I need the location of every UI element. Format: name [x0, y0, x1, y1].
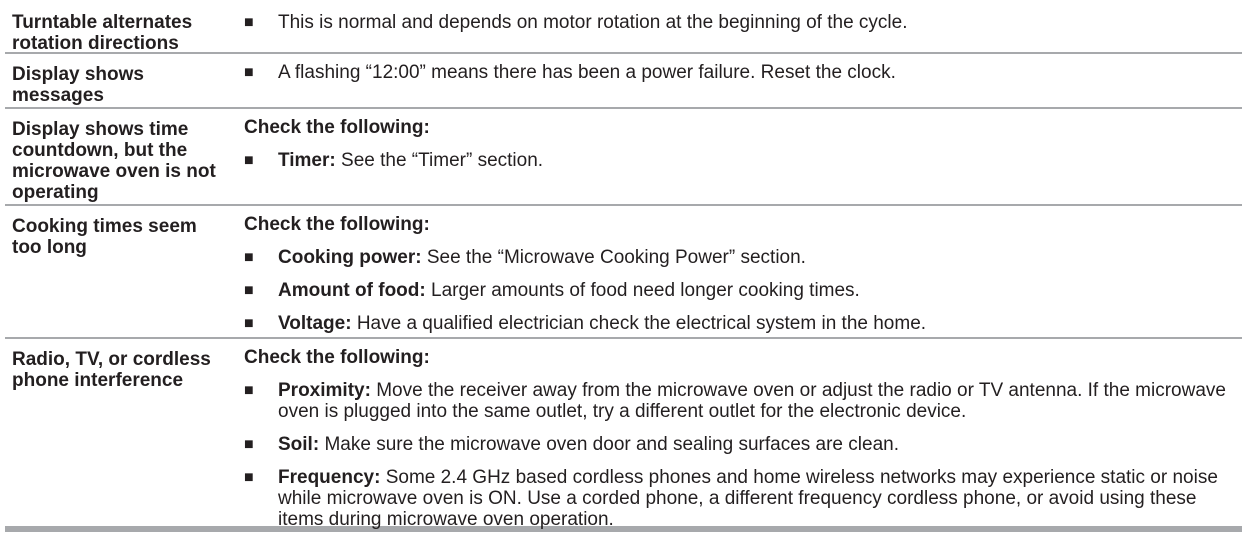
solution-text: See the “Microwave Cooking Power” section. — [426, 247, 806, 268]
bullet-label: Amount of food: — [278, 280, 426, 301]
solution-text: This is normal and depends on motor rotation at the beginning of the cycle. — [278, 12, 908, 33]
bullet-square-icon: ■ — [244, 436, 254, 453]
problem-cell: Display shows time countdown, but the microwave oven is not operating — [12, 119, 216, 203]
list-item — [244, 380, 1234, 422]
list-item — [244, 150, 1234, 171]
solution-cell — [237, 109, 1242, 204]
problem-cell: Cooking times seem too long — [12, 216, 197, 258]
bullet-label: Frequency: — [278, 467, 381, 488]
solution-text: See the “Timer” section. — [341, 150, 544, 171]
bullet-label: Voltage: — [278, 313, 352, 334]
list-item — [244, 434, 1234, 455]
list-item — [244, 62, 1234, 83]
problem-cell: Radio, TV, or cordless phone interference — [12, 349, 211, 391]
solution-text: Move the receiver away from the microwave oven or adjust the radio or TV antenna. If the microwave oven is plugged into the same outlet, try a different outlet for the electronic device. — [278, 380, 1226, 422]
troubleshooting-table — [5, 0, 1242, 532]
table-row — [5, 52, 1242, 107]
bullet-square-icon: ■ — [244, 469, 254, 486]
solution-text: Larger amounts of food need longer cooking times. — [431, 280, 860, 301]
bullet-label: Cooking power: — [278, 247, 422, 268]
check-heading: Check the following: — [244, 117, 430, 138]
table-row — [5, 204, 1242, 337]
bullet-square-icon: ■ — [244, 382, 254, 399]
solution-cell — [237, 206, 1242, 337]
solution-text: A flashing “12:00” means there has been a power failure. Reset the clock. — [278, 62, 896, 83]
problem-cell: Display shows messages — [12, 64, 144, 106]
solution-cell — [237, 0, 1242, 52]
list-item — [244, 247, 1234, 268]
bullet-square-icon: ■ — [244, 249, 254, 266]
list-item — [244, 467, 1234, 530]
solution-cell — [237, 54, 1242, 107]
solution-text: Make sure the microwave oven door and sealing surfaces are clean. — [324, 434, 899, 455]
bullet-square-icon: ■ — [244, 64, 254, 81]
list-item — [244, 12, 1234, 33]
bullet-label: Soil: — [278, 434, 320, 455]
solution-cell — [237, 339, 1242, 530]
table-row — [5, 107, 1242, 204]
check-heading: Check the following: — [244, 214, 430, 235]
solution-text: Some 2.4 GHz based cordless phones and home wireless networks may experience static or noise while microwave oven is ON. Use a corded phone, a different frequency cordless phone, or avoid using these items during microwave oven operation. — [278, 467, 1218, 530]
bullet-square-icon: ■ — [244, 152, 254, 169]
bullet-square-icon: ■ — [244, 14, 254, 31]
bullet-label: Proximity: — [278, 380, 371, 401]
table-row — [5, 337, 1242, 530]
list-item — [244, 313, 1234, 334]
list-item — [244, 280, 1234, 301]
table-row — [5, 0, 1242, 52]
bullet-square-icon: ■ — [244, 315, 254, 332]
bullet-square-icon: ■ — [244, 282, 254, 299]
bullet-label: Timer: — [278, 150, 336, 171]
check-heading: Check the following: — [244, 347, 430, 368]
problem-cell: Turntable alternates rotation directions — [12, 12, 193, 54]
solution-text: Have a qualified electrician check the electrical system in the home. — [356, 313, 927, 334]
